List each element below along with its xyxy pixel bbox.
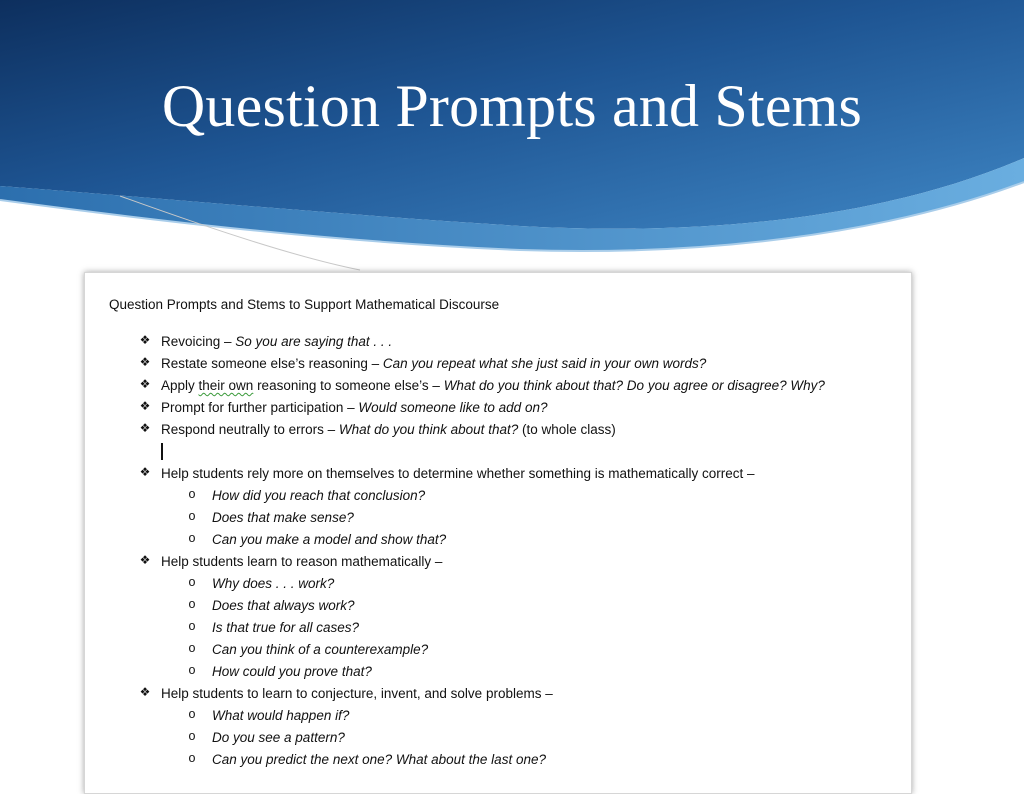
- item-lead: Restate someone else’s reasoning –: [161, 356, 383, 371]
- item-lead: Respond neutrally to errors –: [161, 422, 339, 437]
- item-prompt: So you are saying that . . .: [235, 334, 393, 349]
- diamond-bullet-icon: ❖: [139, 333, 151, 347]
- grammar-flag: their own: [198, 378, 254, 393]
- sub-item: Do you see a pattern?: [212, 730, 345, 745]
- sub-item: Can you think of a counterexample?: [212, 642, 429, 657]
- header-background: [0, 0, 1024, 300]
- group-label: Help students to learn to conjecture, invent, and solve problems –: [161, 686, 553, 701]
- item-lead: Prompt for further participation –: [161, 400, 359, 415]
- item-prompt: What do you think about that? Do you agree or disagree? Why?: [443, 378, 825, 393]
- item-lead: reasoning to someone else’s –: [253, 378, 444, 393]
- item-prompt: What do you think about that?: [338, 422, 519, 437]
- sub-item: What would happen if?: [212, 708, 350, 723]
- circle-bullet-icon: o: [188, 641, 196, 655]
- circle-bullet-icon: o: [188, 707, 196, 721]
- item-prompt: Can you repeat what she just said in your own words?: [382, 356, 707, 371]
- item-tail: (to whole class): [518, 422, 616, 437]
- circle-bullet-icon: o: [188, 751, 196, 765]
- circle-bullet-icon: o: [188, 619, 196, 633]
- sub-item: How could you prove that?: [212, 664, 372, 679]
- item-prompt: Would someone like to add on?: [358, 400, 548, 415]
- sub-item: Does that make sense?: [212, 510, 354, 525]
- document-heading: Question Prompts and Stems to Support Mathematical Discourse: [109, 297, 500, 312]
- sub-item: Can you predict the next one? What about the last one?: [212, 752, 546, 767]
- circle-bullet-icon: o: [188, 729, 196, 743]
- group-label: Help students rely more on themselves to determine whether something is mathematically correct –: [161, 466, 755, 481]
- diamond-bullet-icon: ❖: [139, 355, 151, 369]
- item-lead-pre: Apply: [161, 378, 199, 393]
- circle-bullet-icon: o: [188, 531, 196, 545]
- sub-item: Is that true for all cases?: [212, 620, 360, 635]
- diamond-bullet-icon: ❖: [139, 399, 151, 413]
- sub-item: Can you make a model and show that?: [212, 532, 447, 547]
- diamond-bullet-icon: ❖: [139, 465, 151, 479]
- group-label: Help students learn to reason mathematically –: [161, 554, 443, 569]
- diamond-bullet-icon: ❖: [139, 553, 151, 567]
- circle-bullet-icon: o: [188, 487, 196, 501]
- sub-item: Does that always work?: [212, 598, 355, 613]
- circle-bullet-icon: o: [188, 509, 196, 523]
- document-screenshot: [84, 272, 912, 794]
- text-cursor: [161, 443, 163, 460]
- circle-bullet-icon: o: [188, 575, 196, 589]
- sub-item: How did you reach that conclusion?: [212, 488, 426, 503]
- sub-item: Why does . . . work?: [212, 576, 335, 591]
- diamond-bullet-icon: ❖: [139, 377, 151, 391]
- circle-bullet-icon: o: [188, 663, 196, 677]
- circle-bullet-icon: o: [188, 597, 196, 611]
- diamond-bullet-icon: ❖: [139, 685, 151, 699]
- diamond-bullet-icon: ❖: [139, 421, 151, 435]
- slide-title: Question Prompts and Stems: [161, 73, 863, 139]
- item-lead: Revoicing –: [161, 334, 236, 349]
